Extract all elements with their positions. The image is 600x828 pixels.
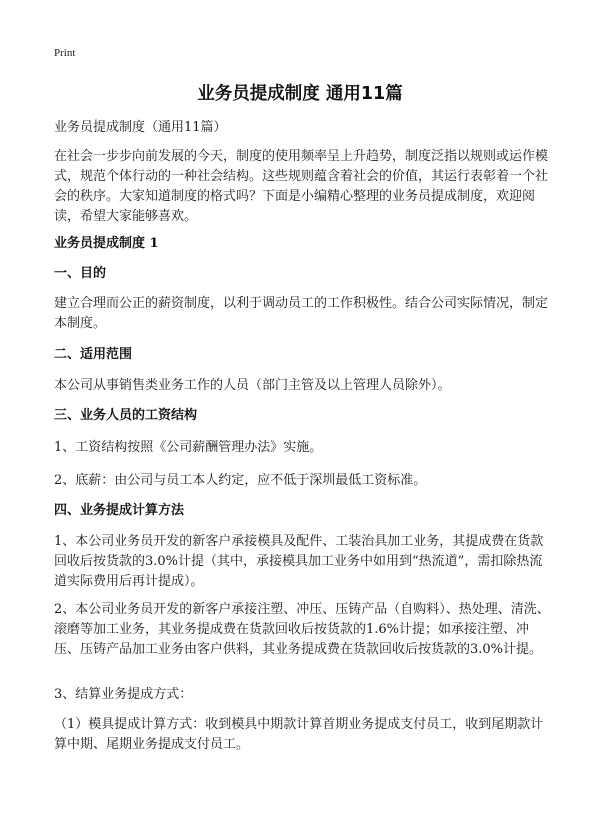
heading-salary-structure: 三、业务人员的工资结构 [54,408,198,423]
section-title: 业务员提成制度 1 [54,236,159,251]
paragraph-salary-structure-2: 2、底薪：由公司与员工本人约定，应不低于深圳最低工资标准。 [54,473,427,488]
paragraph-purpose: 建立合理而公正的薪资制度，以利于调动员工的工作积极性。结合公司实际情况，制定本制度。 [54,296,549,331]
print-label: Print [54,47,76,59]
paragraph-scope: 本公司从事销售类业务工作的人员（部门主管及以上管理人员除外）。 [54,378,451,393]
heading-scope: 二、适用范围 [54,347,133,362]
paragraph-commission-1: 1、本公司业务员开发的新客户承接模具及配件、工装治具加工业务，其提成费在货款回收后按货款的3.0%计提（其中，承接模具加工业务中如用到“热流道”，需扣除热流道实际费用后再计提成）。 [54,534,544,589]
heading-commission-method: 四、业务提成计算方法 [54,503,185,518]
paragraph-commission-3: 3、结算业务提成方式： [54,687,193,702]
document-subtitle: 业务员提成制度（通用11篇） [54,120,227,135]
document-title: 业务员提成制度 通用11篇 [197,84,403,104]
heading-purpose: 一、目的 [54,266,107,281]
paragraph-salary-structure-1: 1、工资结构按照《公司薪酬管理办法》实施。 [54,440,323,455]
paragraph-commission-4: （1）模具提成计算方式：收到模具中期款计算首期业务提成支付员工，收到尾期款计算中期、尾期业务提成支付员工。 [54,717,544,752]
paragraph-commission-2: 2、本公司业务员开发的新客户承接注塑、冲压、压铸产品（自购料）、热处理、清洗、滚磨等加工业务，其业务提成费在货款回收后按货款的1.6%计提；如承接注塑、冲压、压铸产品加工业务由客户供料，其业务提成费在货款回收后按货款的3.0%计提。 [54,602,550,657]
intro-paragraph: 在社会一步步向前发展的今天，制度的使用频率呈上升趋势，制度泛指以规则或运作模式，规范个体行动的一种社会结构。这些规则蕴含着社会的价值，其运行表彰着一个社会的秩序。大家知道制度的格式吗？下面是小编精心整理的业务员提成制度，欢迎阅读，希望大家能够喜欢。 [54,149,549,224]
